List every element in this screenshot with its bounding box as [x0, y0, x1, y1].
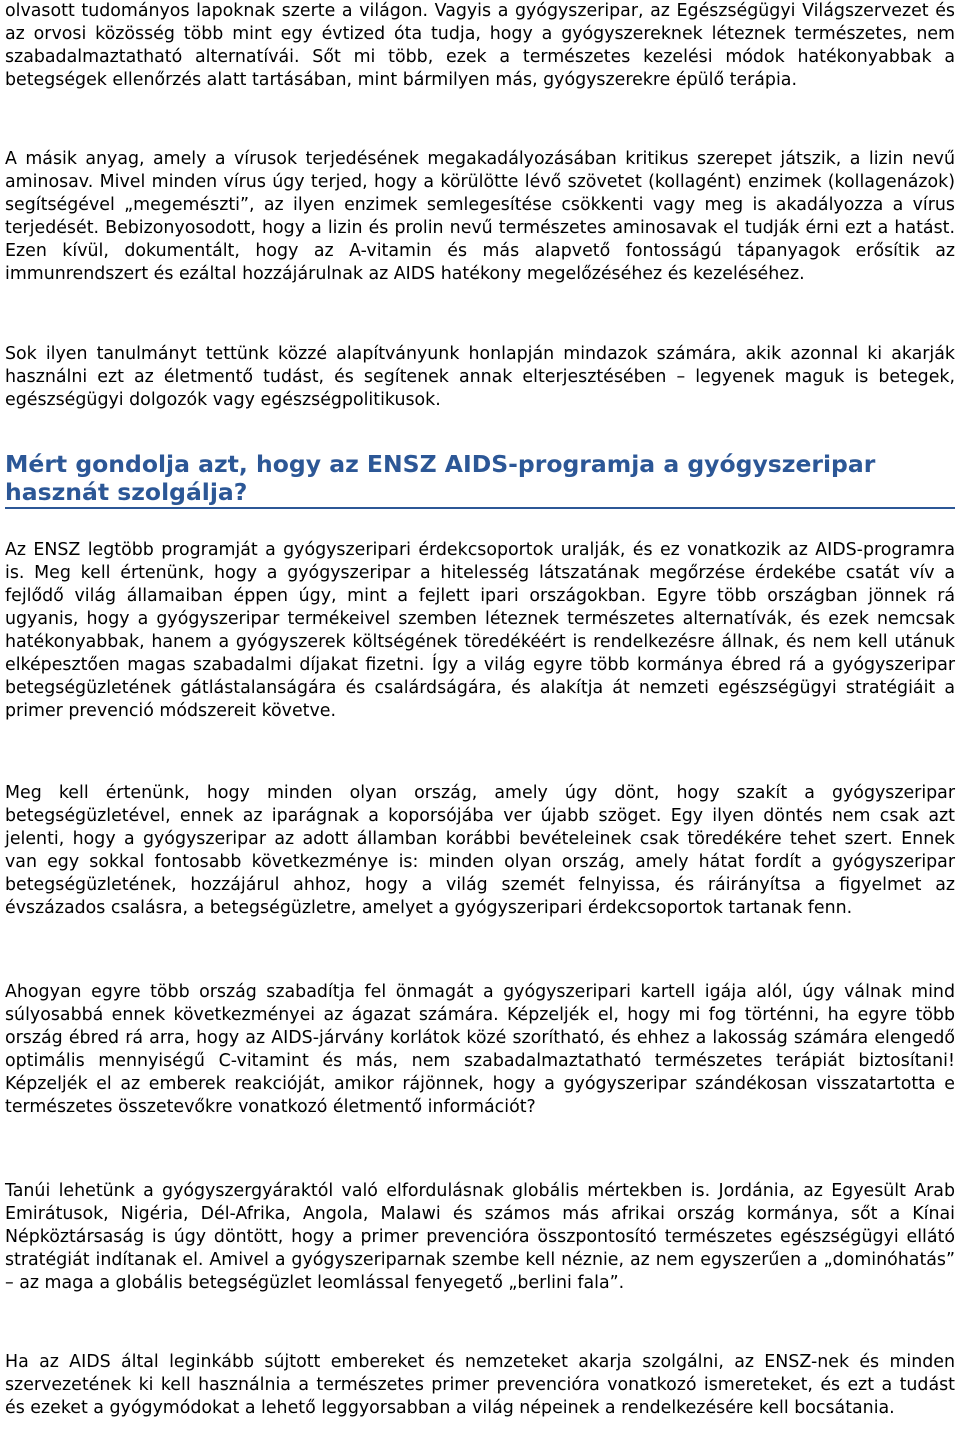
paragraph-8: Ha az AIDS által leginkább sújtott embereket és nemzeteket akarja szolgálni, az ENSZ-nek és minden szervezetének ki kell használnia a természetes primer prevencióra vonatkozó ismereteket, és ezt a tudást és ezeket a gyógymódokat a lehető leggyorsabban a világ népeinek a rendelkezésére kell bocsátania.	[5, 1352, 955, 1418]
section-heading: Mért gondolja azt, hogy az ENSZ AIDS-programja a gyógyszeripar hasznát szolgálja?	[5, 450, 876, 506]
paragraph-3: Sok ilyen tanulmányt tettünk közzé alapítványunk honlapján mindazok számára, akik azonnal ki akarják használni ezt az életmentő tudást, és segítenek annak elterjesztésében – legyenek maguk is betegek, egészségügyi dolgozók vagy egészségpolitikusok.	[5, 344, 955, 410]
paragraph-5: Meg kell értenünk, hogy minden olyan ország, amely úgy dönt, hogy szakít a gyógyszeripar betegségüzletével, ennek az iparágnak a koporsójába ver újabb szöget. Egy ilyen döntés nem csak azt jelenti, hogy a gyógyszeripar az adott államban korábbi bevételeinek csak töredékére tehet szert. Ennek van egy sokkal fontosabb következménye is: minden olyan ország, amely hátat fordít a gyógyszeripar betegségüzletének, hozzájárul ahhoz, hogy a világ szemét felnyissa, és ráirányítsa a figyelmet az évszázados csalásra, a betegségüzletre, amelyet a gyógyszeripari érdekcsoportok tartanak fenn.	[5, 783, 955, 918]
paragraph-7: Tanúi lehetünk a gyógyszergyáraktól való elfordulásnak globális mértekben is. Jordánia, az Egyesült Arab Emirátusok, Nigéria, Dél-Afrika, Angola, Malawi és számos más afrikai ország kormánya, sőt a Kínai Népköztársaság is úgy döntött, hogy a primer prevencióra összpontosító természetes egészségügyi ellátó stratégiát indítanak el. Amivel a gyógyszeriparnak szembe kell néznie, az nem egyszerűen a „dominóhatás” – az maga a globális betegségüzlet leomlással fenyegető „berlini fala”.	[5, 1181, 955, 1293]
paragraph-6: Ahogyan egyre több ország szabadítja fel önmagát a gyógyszeripari kartell igája alól, úgy válnak mind súlyosabbá ennek következményei az ágazat számára. Képzeljék el, hogy mi fog történni, ha egyre több ország ébred rá arra, hogy az AIDS-járvány korlátok közé szorítható, és ehhez a lakosság számára elengedő optimális mennyiségű C-vitamint és más, nem szabadalmaztatható természetes terápiát biztosítani! Képzeljék el az emberek reakcióját, amikor rájönnek, hogy a gyógyszeripar szándékosan visszatartotta e természetes összetevőkre vonatkozó életmentő információt?	[5, 982, 955, 1117]
paragraph-1: olvasott tudományos lapoknak szerte a világon. Vagyis a gyógyszeripar, az Egészségügyi Világszervezet és az orvosi közösség több mint egy évtized óta tudja, hogy a gyógyszereknek léteznek természetes, nem szabadalmaztatható alternatívái. Sőt mi több, ezek a természetes kezelési módok hatékonyabbak a betegségek ellenőrzés alatt tartásában, mint bármilyen más, gyógyszerekre épülő terápia.	[5, 1, 955, 90]
heading-underline-divider	[5, 507, 955, 509]
paragraph-2: A másik anyag, amely a vírusok terjedésének megakadályozásában kritikus szerepet játszik, a lizin nevű aminosav. Mivel minden vírus úgy terjed, hogy a körülötte lévő szövetet (kollagént) enzimek (kollagenázok) segítségével „megemészti”, az ilyen enzimek semlegesítése csökkenti vagy meg is akadályozza a vírus terjedését. Bebizonyosodott, hogy a lizin és prolin nevű természetes aminosavak el tudják érni ezt a hatást. Ezen kívül, dokumentált, hogy az A-vitamin és más alapvető fontosságú tápanyagok erősítik az immunrendszert és ezáltal hozzájárulnak az AIDS hatékony megelőzéséhez és kezeléséhez.	[5, 149, 955, 284]
paragraph-4: Az ENSZ legtöbb programját a gyógyszeripari érdekcsoportok uralják, és ez vonatkozik az AIDS-programra is. Meg kell értenünk, hogy a gyógyszeripar a hitelesség látszatának megőrzése érdekébe csatát vív a fejlődő világ államaiban éppen úgy, mint a fejlett ipari országokban. Egyre több országban jönnek rá ugyanis, hogy a gyógyszeripar termékeivel szemben léteznek természetes alternatívák, és ezek nemcsak hatékonyabbak, hanem a gyógyszerek költségének töredékéért is rendelkezésre állnak, és nem kell utánuk elképesztően magas szabadalmi díjakat fizetni. Így a világ egyre több kormánya ébred rá a gyógyszeripar betegségüzletének gátlástalanságára és csalárdságára, és alakítja át nemzeti egészségügyi stratégiáit a primer prevenció módszereit követve.	[5, 540, 955, 721]
